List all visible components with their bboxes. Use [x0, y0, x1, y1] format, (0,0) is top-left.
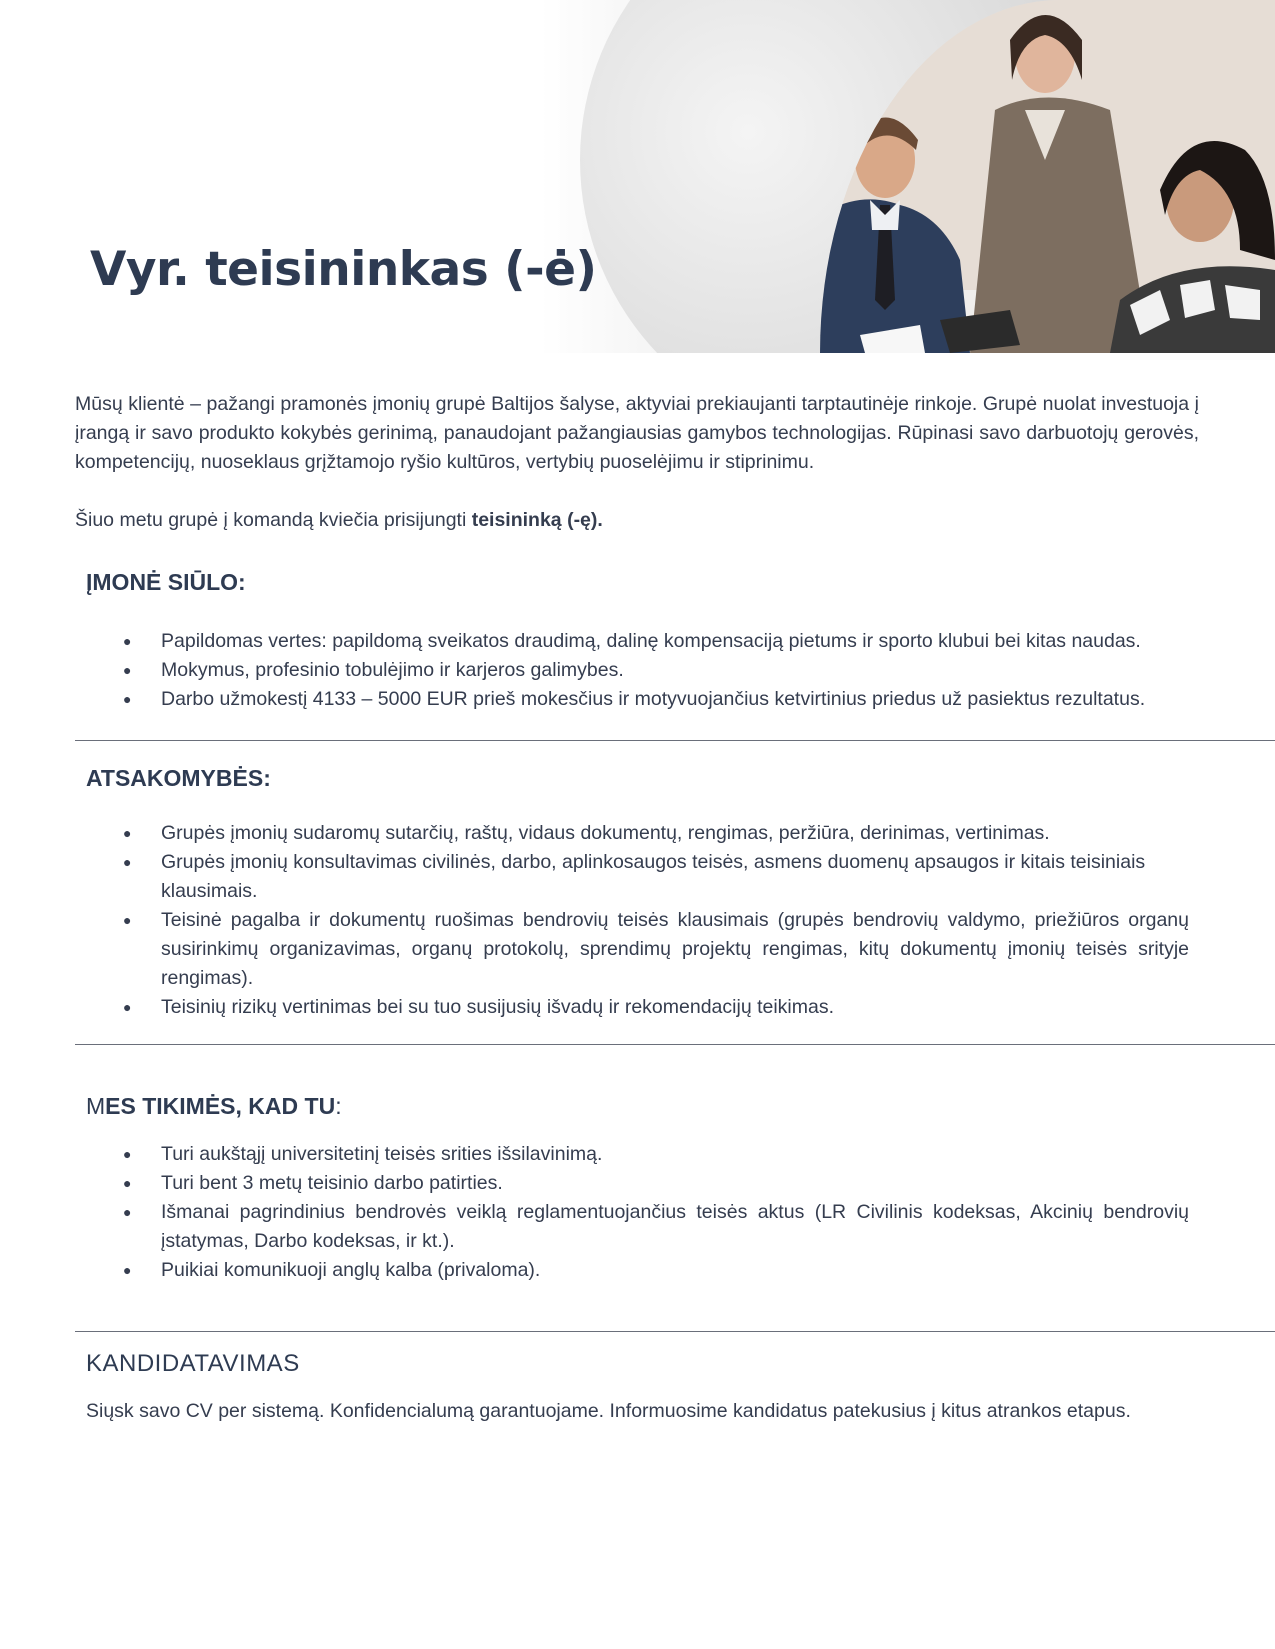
- list-item: ● Grupės įmonių konsultavimas civilinės, darbo, aplinkosaugos teisės, asmens duomenų apsaugos ir kitais teisiniais klausimais.: [75, 848, 1199, 906]
- expectations-heading-text: ES TIKIMĖS, KAD TU: [105, 1093, 336, 1119]
- list-item: ● Turi aukštąjį universitetinį teisės srities išsilavinimą.: [75, 1140, 1199, 1169]
- responsibilities-heading: ATSAKOMYBĖS:: [86, 765, 271, 791]
- section-divider: [75, 1331, 1275, 1332]
- responsibilities-list: [75, 819, 1199, 1022]
- expectations-list: [75, 1140, 1199, 1285]
- list-item: ● Išmanai pagrindinius bendrovės veiklą reglamentuojančius teisės aktus (LR Civilinis kodeksas, Akcinių bendrovių įstatymas, Darbo kodeksas, ir kt.).: [75, 1198, 1199, 1256]
- list-item: ● Papildomas vertes: papildomą sveikatos draudimą, dalinę kompensaciją pietums ir sporto klubui bei kitas naudas.: [75, 627, 1199, 656]
- offer-list: [75, 627, 1199, 714]
- list-item: ● Puikiai komunikuoji anglų kalba (privaloma).: [75, 1256, 1199, 1285]
- list-item: ● Grupės įmonių sudaromų sutarčių, raštų, vidaus dokumentų, rengimas, peržiūra, derinimas, vertinimas.: [75, 819, 1199, 848]
- team-photo: [820, 0, 1275, 353]
- list-item: ● Mokymus, profesinio tobulėjimo ir karjeros galimybes.: [75, 656, 1199, 685]
- intro-paragraph: Mūsų klientė – pažangi pramonės įmonių grupė Baltijos šalyse, aktyviai prekiaujanti tarptautinėje rinkoje. Grupė nuolat investuoja į įrangą ir savo produkto kokybės gerinimą, panaudojant pažangiausias gamybos technologijas. Rūpinasi savo darbuotojų gerovės, kompetencijų, nuoseklaus grįžtamojo ryšio kultūros, vertybių puoselėjimu ir stiprinimu.: [75, 393, 1199, 473]
- section-divider: [75, 1044, 1275, 1045]
- invite-paragraph: [75, 506, 1199, 535]
- team-photo-illustration: [820, 0, 1275, 353]
- list-item: ● Teisinė pagalba ir dokumentų ruošimas bendrovių teisės klausimais (grupės bendrovių valdymo, priežiūros organų susirinkimų organizavimas, organų protokolų, sprendimų projektų rengimas, kitų dokumentų įmonių teisės srityje rengimas).: [75, 906, 1199, 993]
- list-item: ● Darbo užmokestį 4133 – 5000 EUR prieš mokesčius ir motyvuojančius ketvirtinius priedus už pasiektus rezultatus.: [75, 685, 1199, 714]
- list-item: ● Teisinių rizikų vertinimas bei su tuo susijusių išvadų ir rekomendacijų teikimas.: [75, 993, 1199, 1022]
- section-divider: [75, 740, 1275, 741]
- expectations-heading-colon: :: [335, 1093, 342, 1119]
- expectations-heading: [75, 1093, 1199, 1120]
- invite-text: Šiuo metu grupė į komandą kviečia prisijungti: [75, 509, 472, 531]
- application-text: Siųsk savo CV per sistemą. Konfidencialumą garantuojame. Informuosime kandidatus patekusius į kitus atrankos etapus.: [86, 1400, 1131, 1422]
- job-description: [75, 390, 1199, 1424]
- expectations-heading-initial: M: [86, 1093, 106, 1119]
- invite-position: teisininką (-ę).: [471, 509, 603, 531]
- list-item: ● Turi bent 3 metų teisinio darbo patirties.: [75, 1169, 1199, 1198]
- header-banner: [0, 0, 1275, 353]
- offer-heading: ĮMONĖ SIŪLO:: [86, 569, 246, 595]
- page-title: Vyr. teisininkas (-ė): [90, 242, 597, 297]
- application-heading: KANDIDATAVIMAS: [86, 1350, 300, 1377]
